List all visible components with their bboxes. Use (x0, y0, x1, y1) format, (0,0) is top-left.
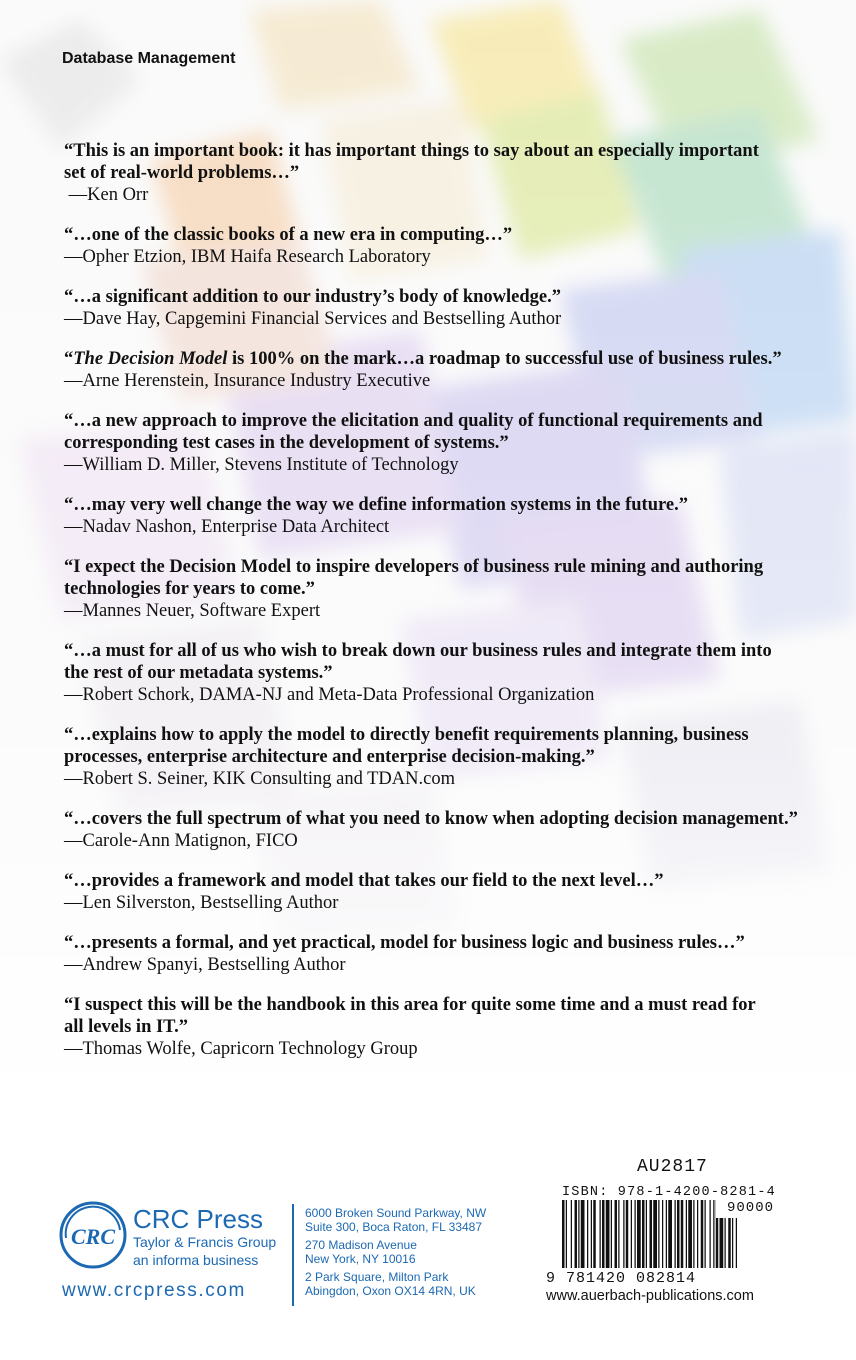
barcode-bar (697, 1200, 698, 1268)
barcode-bar (675, 1200, 676, 1268)
publisher-website[interactable]: www.crcpress.com (62, 1280, 246, 1301)
logo-text: CRC (70, 1224, 116, 1249)
barcode-bar (591, 1200, 592, 1268)
barcode-bar (600, 1200, 601, 1268)
quote-item (64, 224, 804, 268)
quote-text: “…covers the full spectrum of what you need to know when adopting decision management.” (64, 809, 798, 829)
barcode-bar (635, 1200, 636, 1268)
barcode-bar (593, 1200, 596, 1268)
barcode-bar (713, 1200, 714, 1268)
quote-item (64, 410, 804, 476)
quote-attribution: —Andrew Spanyi, Bestselling Author (64, 955, 346, 975)
publisher-name: CRC Press (133, 1204, 264, 1234)
quote-item (64, 808, 804, 852)
divider (292, 1204, 294, 1306)
quote-item (64, 932, 804, 976)
barcode-bar (668, 1200, 672, 1268)
quote-attribution: —Thomas Wolfe, Capricorn Technology Group (64, 1039, 418, 1059)
quote-item (64, 348, 804, 392)
barcode-bar (581, 1200, 585, 1268)
quote-attribution: —William D. Miller, Stevens Institute of Technology (64, 455, 459, 475)
barcode-bar (701, 1200, 704, 1268)
product-code: AU2817 (637, 1157, 708, 1177)
isbn-label: ISBN: 978-1-4200-8281-4 (562, 1185, 776, 1200)
quote-item (64, 286, 804, 330)
address-line: Abingdon, Oxon OX14 4RN, UK (305, 1284, 476, 1298)
quote-attribution: —Carole-Ann Matignon, FICO (64, 831, 298, 851)
book-title: The Decision Model (73, 349, 228, 369)
barcode-bar (686, 1200, 687, 1268)
publisher-brand (133, 1205, 276, 1269)
barcode-bar (658, 1200, 659, 1268)
barcode-bar (626, 1200, 629, 1268)
quote-item (64, 870, 804, 914)
barcode-bar (705, 1200, 706, 1268)
quote-item (64, 724, 804, 790)
barcode-bar (575, 1200, 578, 1268)
barcode-bar (623, 1200, 624, 1268)
crc-logo-icon (58, 1200, 128, 1270)
quote-text: “…presents a formal, and yet practical, model for business logic and business rules…” (64, 933, 745, 953)
quote-text: “I suspect this will be the handbook in this area for quite some time and a must read for all levels in IT.” (64, 995, 756, 1037)
barcode-bar (681, 1200, 684, 1268)
quote-open-mark: “ (64, 349, 74, 369)
quote-item (64, 494, 804, 538)
publisher-business: an informa business (133, 1252, 259, 1268)
barcode-bar (618, 1200, 619, 1268)
quote-item (64, 640, 804, 706)
ean-number: 9 781420 082814 (546, 1270, 697, 1287)
quote-text: “…a must for all of us who wish to break down our business rules and integrate them into the rest of our metadata systems.” (64, 641, 772, 683)
quote-text: “I expect the Decision Model to inspire developers of business rule mining and authoring technologies for years to come.” (64, 557, 764, 599)
barcode-bar (606, 1200, 610, 1268)
quote-attribution: —Robert S. Seiner, KIK Consulting and TDAN.com (64, 769, 455, 789)
address-block (305, 1238, 486, 1266)
barcode-bar (602, 1200, 605, 1268)
auerbach-website[interactable]: www.auerbach-publications.com (546, 1288, 754, 1304)
quote-text: “…explains how to apply the model to directly benefit requirements planning, business processes, enterprise architecture and enterprise decision-making.” (64, 725, 749, 767)
barcode-bar (710, 1200, 711, 1268)
barcode-bar (571, 1200, 572, 1268)
barcode-bar (646, 1200, 647, 1268)
barcode-bar (587, 1200, 588, 1268)
quote-attribution: —Arne Herenstein, Insurance Industry Executive (64, 371, 431, 391)
quote-text-rest: is 100% on the mark…a roadmap to successful use of business rules.” (227, 349, 782, 369)
quote-attribution: —Len Silverston, Bestselling Author (64, 893, 339, 913)
quote-item (64, 556, 804, 622)
barcode-bar (688, 1200, 692, 1268)
quote-text: “…a new approach to improve the elicitation and quality of functional requirements and corresponding test cases in the development of systems.” (64, 411, 763, 453)
quote-text: “This is an important book: it has important things to say about an especially important set of real-world problems…” (64, 141, 759, 183)
barcode-bar (653, 1200, 657, 1268)
publisher-group: Taylor & Francis Group (133, 1234, 277, 1250)
quote-item (64, 994, 804, 1060)
publisher-addresses (305, 1206, 486, 1302)
address-line: New York, NY 10016 (305, 1252, 416, 1266)
address-block (305, 1270, 486, 1298)
quote-attribution: —Dave Hay, Capgemini Financial Services and Bestselling Author (64, 309, 562, 329)
barcode-bar (637, 1200, 641, 1268)
quote-attribution: —Robert Schork, DAMA-NJ and Meta-Data Professional Organization (64, 685, 595, 705)
address-line: 270 Madison Avenue (305, 1238, 417, 1252)
category-label: Database Management (62, 50, 236, 67)
barcode-bar (615, 1200, 618, 1268)
address-line: 2 Park Square, Milton Park (305, 1270, 449, 1284)
address-block (305, 1206, 486, 1234)
address-line: Suite 300, Boca Raton, FL 33487 (305, 1220, 483, 1234)
price-code: 90000 (727, 1200, 775, 1216)
barcode-bar (642, 1200, 645, 1268)
barcode-bar (566, 1200, 567, 1268)
address-line: 6000 Broken Sound Parkway, NW (305, 1206, 487, 1220)
barcode-bar (693, 1200, 694, 1268)
barcode-bar (631, 1200, 632, 1268)
barcode-bar (611, 1200, 612, 1268)
barcode-bar (562, 1200, 565, 1268)
barcode-bar (677, 1200, 680, 1268)
barcode-bar (578, 1200, 579, 1268)
quote-attribution: —Opher Etzion, IBM Haifa Research Laboratory (64, 247, 431, 267)
quote-text: “…one of the classic books of a new era in computing…” (64, 225, 513, 245)
quote-attribution: —Mannes Neuer, Software Expert (64, 601, 321, 621)
barcode-bar (662, 1200, 663, 1268)
quote-text: “…may very well change the way we define information systems in the future.” (64, 495, 688, 515)
quote-text: “…provides a framework and model that takes our field to the next level…” (64, 871, 664, 891)
quote-text: “…a significant addition to our industry’s body of knowledge.” (64, 287, 562, 307)
quote-text (64, 348, 804, 370)
endorsement-quotes (64, 140, 804, 1078)
quote-attribution: —Nadav Nashon, Enterprise Data Architect (64, 517, 390, 537)
barcode-bar (666, 1200, 667, 1268)
quote-attribution: —Ken Orr (64, 185, 149, 205)
barcode-bar (650, 1200, 653, 1268)
quote-item (64, 140, 804, 206)
